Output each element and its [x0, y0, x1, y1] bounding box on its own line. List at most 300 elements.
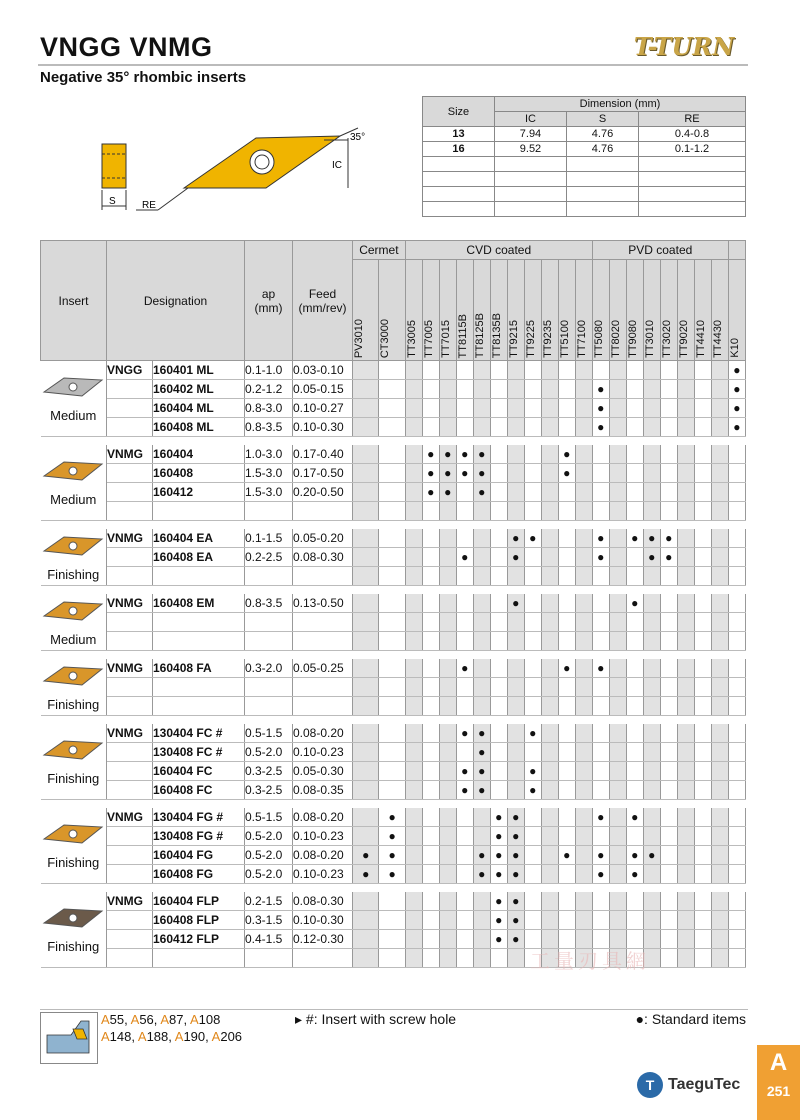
grade-cell	[507, 743, 524, 762]
grade-cell	[728, 865, 745, 884]
feed-value: 0.08-0.35	[293, 781, 353, 800]
grade-cell	[439, 846, 456, 865]
table-row	[41, 743, 746, 762]
grade-cell	[541, 380, 558, 399]
designation-code: 130404 FC #	[153, 724, 245, 743]
standard-item-dot: ●	[507, 865, 524, 884]
pvd-header: PVD coated	[592, 241, 728, 260]
grade-cell	[677, 865, 694, 884]
ap-value: 0.2-1.5	[245, 892, 293, 911]
grade-cell	[507, 502, 524, 521]
grade-cell	[405, 594, 422, 613]
grade-cell	[609, 502, 626, 521]
standard-item-dot: ●	[507, 911, 524, 930]
grade-cell	[728, 594, 745, 613]
grade-cell	[694, 781, 711, 800]
grade-cell	[575, 865, 592, 884]
designation-code	[153, 632, 245, 651]
grade-cell	[626, 464, 643, 483]
taegutec-logo: T TaeguTec	[636, 1071, 746, 1101]
grade-cell	[575, 464, 592, 483]
grade-cell	[694, 483, 711, 502]
feed-value	[293, 678, 353, 697]
grade-cell	[541, 911, 558, 930]
grade-cell	[490, 380, 507, 399]
grade-cell	[541, 846, 558, 865]
grade-cell	[353, 418, 379, 437]
feed-value: 0.12-0.30	[293, 930, 353, 949]
grade-cell	[473, 399, 490, 418]
grade-cell	[728, 548, 745, 567]
grade-cell	[353, 464, 379, 483]
taegutec-icon	[636, 1071, 664, 1099]
feed-value	[293, 567, 353, 586]
grade-cell	[677, 548, 694, 567]
designation-prefix	[107, 930, 153, 949]
grade-cell	[422, 632, 439, 651]
grade-cell	[728, 846, 745, 865]
standard-item-dot: ●	[490, 930, 507, 949]
grade-cell	[575, 502, 592, 521]
grade-cell	[541, 892, 558, 911]
grade-cell	[541, 418, 558, 437]
grade-cell	[439, 724, 456, 743]
grade-cell	[609, 911, 626, 930]
footer-divider	[40, 1009, 748, 1010]
grade-cell	[524, 827, 541, 846]
standard-item-dot: ●	[439, 464, 456, 483]
ap-value: 1.5-3.0	[245, 464, 293, 483]
vnmg-insert-icon	[42, 458, 104, 484]
grade-cell	[524, 808, 541, 827]
standard-item-dot: ●	[643, 846, 660, 865]
ap-value: 0.5-1.5	[245, 724, 293, 743]
grade-cell	[711, 659, 728, 678]
grade-cell	[575, 548, 592, 567]
grade-cell	[660, 399, 677, 418]
svg-text:T: T	[645, 1077, 655, 1093]
grade-cell	[456, 892, 473, 911]
grade-cell	[405, 464, 422, 483]
grade-cell	[711, 361, 728, 380]
grade-cell	[694, 594, 711, 613]
grade-cell	[541, 529, 558, 548]
grade-cell	[711, 613, 728, 632]
designation-code: 160404 FLP	[153, 892, 245, 911]
grade-cell	[677, 361, 694, 380]
standard-item-dot: ●	[558, 445, 575, 464]
grade-cell	[728, 892, 745, 911]
grade-cell	[694, 632, 711, 651]
grade-header: TT7100	[575, 320, 588, 358]
table-row	[41, 724, 746, 743]
insert-drawing	[96, 118, 386, 220]
grade-cell	[609, 567, 626, 586]
grade-cell	[524, 380, 541, 399]
grade-cell	[405, 781, 422, 800]
standard-item-dot: ●	[456, 781, 473, 800]
grade-cell	[643, 380, 660, 399]
table-row	[41, 594, 746, 613]
table-row	[41, 361, 746, 380]
grade-cell	[490, 632, 507, 651]
grade-cell	[353, 743, 379, 762]
grade-cell	[405, 808, 422, 827]
designation-code: 160404 ML	[153, 399, 245, 418]
standard-item-dot: ●	[353, 865, 379, 884]
grade-cell	[473, 529, 490, 548]
grade-cell	[558, 613, 575, 632]
table-row: 16 9.52 4.76 0.1-1.2	[423, 142, 746, 157]
table-row	[41, 678, 746, 697]
grade-cell	[473, 632, 490, 651]
grade-cell	[473, 892, 490, 911]
grade-cell	[575, 762, 592, 781]
grade-cell	[379, 781, 405, 800]
grade-cell	[660, 846, 677, 865]
grade-cell	[439, 781, 456, 800]
grade-cell	[660, 567, 677, 586]
grade-header: TT8020	[609, 320, 622, 358]
grade-cell	[473, 361, 490, 380]
grade-cell	[694, 613, 711, 632]
grade-cell	[439, 697, 456, 716]
grade-cell	[490, 594, 507, 613]
grade-header: K10	[728, 338, 741, 358]
grade-cell	[353, 892, 379, 911]
grade-cell	[609, 659, 626, 678]
standard-item-dot: ●	[507, 808, 524, 827]
grade-cell	[507, 464, 524, 483]
feed-value: 0.20-0.50	[293, 483, 353, 502]
grade-cell	[711, 380, 728, 399]
grade-cell	[609, 762, 626, 781]
ap-value: 0.4-1.5	[245, 930, 293, 949]
grade-cell	[490, 418, 507, 437]
grade-cell	[541, 567, 558, 586]
grade-cell	[711, 930, 728, 949]
insert-type-label: Medium	[50, 631, 97, 647]
table-row	[41, 529, 746, 548]
ap-value: 1.0-3.0	[245, 445, 293, 464]
grade-cell	[405, 380, 422, 399]
grade-cell	[626, 548, 643, 567]
designation-prefix: VNMG	[107, 808, 153, 827]
ap-value: 0.2-1.2	[245, 380, 293, 399]
grade-cell	[353, 445, 379, 464]
grade-cell	[439, 808, 456, 827]
re-label: RE	[142, 200, 156, 211]
standard-item-dot: ●	[592, 399, 609, 418]
page-reference-link[interactable]: A188	[137, 1029, 169, 1044]
grade-cell	[422, 911, 439, 930]
designation-prefix	[107, 846, 153, 865]
grade-cell	[473, 594, 490, 613]
feed-value: 0.05-0.30	[293, 762, 353, 781]
grade-cell	[643, 781, 660, 800]
designation-code: 160408	[153, 464, 245, 483]
dimension-header: Dimension (mm)	[494, 97, 745, 112]
grade-cell	[507, 949, 524, 968]
grade-cell	[660, 445, 677, 464]
standard-item-dot: ●	[473, 483, 490, 502]
grade-cell	[728, 930, 745, 949]
feed-value	[293, 502, 353, 521]
ap-value: 0.2-2.5	[245, 548, 293, 567]
grade-cell	[353, 613, 379, 632]
standard-item-dot: ●	[379, 827, 405, 846]
ap-value	[245, 632, 293, 651]
grade-cell	[379, 567, 405, 586]
grade-cell	[379, 949, 405, 968]
grade-cell	[379, 548, 405, 567]
standard-item-dot: ●	[473, 464, 490, 483]
standard-item-dot: ●	[422, 445, 439, 464]
standard-item-dot: ●	[626, 846, 643, 865]
grade-cell	[473, 808, 490, 827]
page-reference-link[interactable]: A190	[174, 1029, 206, 1044]
ic-col-header: IC	[494, 112, 566, 127]
grade-cell	[728, 613, 745, 632]
grade-cell	[592, 762, 609, 781]
designation-prefix	[107, 548, 153, 567]
s-label: S	[109, 196, 116, 207]
grade-cell	[422, 930, 439, 949]
grade-cell	[507, 361, 524, 380]
designation-prefix	[107, 911, 153, 930]
designation-code: 130404 FG #	[153, 808, 245, 827]
feed-value: 0.08-0.20	[293, 808, 353, 827]
grade-cell	[694, 445, 711, 464]
grade-cell	[677, 380, 694, 399]
insert-cell	[41, 892, 107, 968]
grade-cell	[677, 781, 694, 800]
grade-cell	[422, 827, 439, 846]
insert-cell	[41, 808, 107, 884]
grade-cell	[575, 529, 592, 548]
designation-prefix: VNGG	[107, 361, 153, 380]
vnmg-fa-insert-icon	[42, 663, 104, 689]
standard-item-dot: ●	[456, 445, 473, 464]
grade-cell	[660, 418, 677, 437]
grade-cell	[575, 418, 592, 437]
grade-cell	[728, 659, 745, 678]
grade-header: TT5080	[592, 320, 605, 358]
standard-item-dot: ●	[643, 529, 660, 548]
grade-cell	[379, 659, 405, 678]
grade-cell	[626, 418, 643, 437]
grade-cell	[524, 445, 541, 464]
grade-cell	[711, 743, 728, 762]
standard-item-dot: ●	[379, 808, 405, 827]
grade-cell	[660, 659, 677, 678]
page-reference-link[interactable]: A87	[160, 1012, 184, 1027]
designation-prefix: VNMG	[107, 594, 153, 613]
grade-cell	[677, 464, 694, 483]
grade-cell	[558, 399, 575, 418]
grade-cell	[711, 846, 728, 865]
grade-header: TT3010	[643, 320, 656, 358]
grade-cell	[541, 548, 558, 567]
page-reference-link[interactable]: A148	[101, 1029, 132, 1044]
grade-cell	[353, 724, 379, 743]
grade-cell	[711, 827, 728, 846]
standard-item-dot: ●	[592, 808, 609, 827]
table-row	[41, 632, 746, 651]
grade-cell	[490, 613, 507, 632]
grade-cell	[626, 827, 643, 846]
grade-cell	[558, 724, 575, 743]
grade-cell	[575, 892, 592, 911]
grade-cell	[439, 865, 456, 884]
table-row	[41, 613, 746, 632]
standard-item-dot: ●	[728, 361, 745, 380]
grade-cell	[643, 613, 660, 632]
grade-cell	[524, 361, 541, 380]
designation-code: 160401 ML	[153, 361, 245, 380]
grade-cell	[507, 445, 524, 464]
grade-cell	[558, 865, 575, 884]
grade-cell	[353, 781, 379, 800]
feed-value	[293, 949, 353, 968]
grade-cell	[439, 892, 456, 911]
page-reference-link[interactable]: A206	[211, 1029, 243, 1044]
grade-cell	[422, 613, 439, 632]
grade-cell	[728, 678, 745, 697]
grade-header: TT7005	[422, 320, 435, 358]
grade-cell	[422, 594, 439, 613]
grade-cell	[379, 930, 405, 949]
standard-item-dot: ●	[728, 399, 745, 418]
designation-code: 130408 FG #	[153, 827, 245, 846]
grade-cell	[353, 762, 379, 781]
grade-cell	[626, 613, 643, 632]
grade-cell	[405, 418, 422, 437]
grade-cell	[524, 846, 541, 865]
ap-value: 0.1-1.0	[245, 361, 293, 380]
ap-value	[245, 949, 293, 968]
grade-cell	[677, 529, 694, 548]
standard-item-dot: ●	[422, 464, 439, 483]
standard-item-dot: ●	[379, 846, 405, 865]
designation-prefix	[107, 678, 153, 697]
grade-cell	[405, 502, 422, 521]
grade-cell	[660, 949, 677, 968]
standard-item-dot: ●	[592, 529, 609, 548]
grade-cell	[728, 697, 745, 716]
grade-cell	[456, 380, 473, 399]
grade-cell	[643, 865, 660, 884]
feed-value: 0.10-0.30	[293, 418, 353, 437]
grade-cell	[379, 762, 405, 781]
designation-prefix: VNMG	[107, 529, 153, 548]
grade-cell	[694, 930, 711, 949]
grade-header: TT7015	[439, 320, 452, 358]
grade-header: TT3020	[660, 320, 673, 358]
grade-header: TT9225	[524, 320, 537, 358]
grade-cell	[524, 594, 541, 613]
grade-cell	[677, 678, 694, 697]
grade-cell	[422, 529, 439, 548]
grade-cell	[353, 827, 379, 846]
designation-code: 160402 ML	[153, 380, 245, 399]
standard-item-dot: ●	[456, 464, 473, 483]
grade-cell	[507, 399, 524, 418]
vnmg-em-insert-icon	[42, 598, 104, 624]
page-references: A55, A56, A87, A108 A148, A188, A190, A206	[101, 1012, 243, 1044]
grade-cell	[541, 781, 558, 800]
grade-cell	[541, 632, 558, 651]
insert-type-label: Finishing	[47, 771, 100, 786]
grade-cell	[626, 743, 643, 762]
page-reference-link[interactable]: A108	[189, 1012, 221, 1027]
designation-prefix	[107, 464, 153, 483]
page-reference-link[interactable]: A55	[101, 1012, 125, 1027]
grade-cell	[507, 380, 524, 399]
table-row	[41, 846, 746, 865]
grade-cell	[524, 483, 541, 502]
grade-cell	[541, 697, 558, 716]
grade-cell	[694, 502, 711, 521]
grade-cell	[711, 529, 728, 548]
ic-label: IC	[332, 160, 342, 171]
grade-cell	[422, 567, 439, 586]
title-divider	[38, 64, 748, 66]
grade-cell	[379, 594, 405, 613]
grade-cell	[353, 548, 379, 567]
grade-cell	[643, 724, 660, 743]
grade-cell	[660, 464, 677, 483]
grade-cell	[660, 697, 677, 716]
grade-cell	[456, 418, 473, 437]
cermet-header: Cermet	[353, 241, 406, 260]
grade-cell	[558, 418, 575, 437]
grade-cell	[490, 483, 507, 502]
vnmg-fg-insert-icon	[42, 821, 104, 847]
grade-cell	[439, 380, 456, 399]
grade-cell	[405, 529, 422, 548]
grade-cell	[490, 724, 507, 743]
grade-cell	[592, 361, 609, 380]
grade-cell	[677, 502, 694, 521]
designation-prefix	[107, 399, 153, 418]
feed-value: 0.10-0.27	[293, 399, 353, 418]
grade-cell	[439, 529, 456, 548]
grade-cell	[541, 865, 558, 884]
feed-value: 0.05-0.15	[293, 380, 353, 399]
grade-cell	[677, 808, 694, 827]
grade-cell	[422, 548, 439, 567]
standard-item-dot: ●	[439, 483, 456, 502]
ap-value: 0.3-2.5	[245, 781, 293, 800]
insert-cell	[41, 659, 107, 716]
grade-cell	[626, 399, 643, 418]
grade-cell	[592, 827, 609, 846]
grade-cell	[490, 567, 507, 586]
grade-cell	[490, 445, 507, 464]
grade-cell	[490, 502, 507, 521]
grade-cell	[405, 743, 422, 762]
table-row	[41, 445, 746, 464]
feed-value: 0.03-0.10	[293, 361, 353, 380]
grade-cell	[456, 743, 473, 762]
page-reference-link[interactable]: A56	[130, 1012, 154, 1027]
grade-cell	[439, 632, 456, 651]
standard-item-dot: ●	[473, 846, 490, 865]
ap-value: 0.5-1.5	[245, 808, 293, 827]
insert-type-label: Finishing	[47, 939, 100, 954]
grade-cell	[379, 399, 405, 418]
